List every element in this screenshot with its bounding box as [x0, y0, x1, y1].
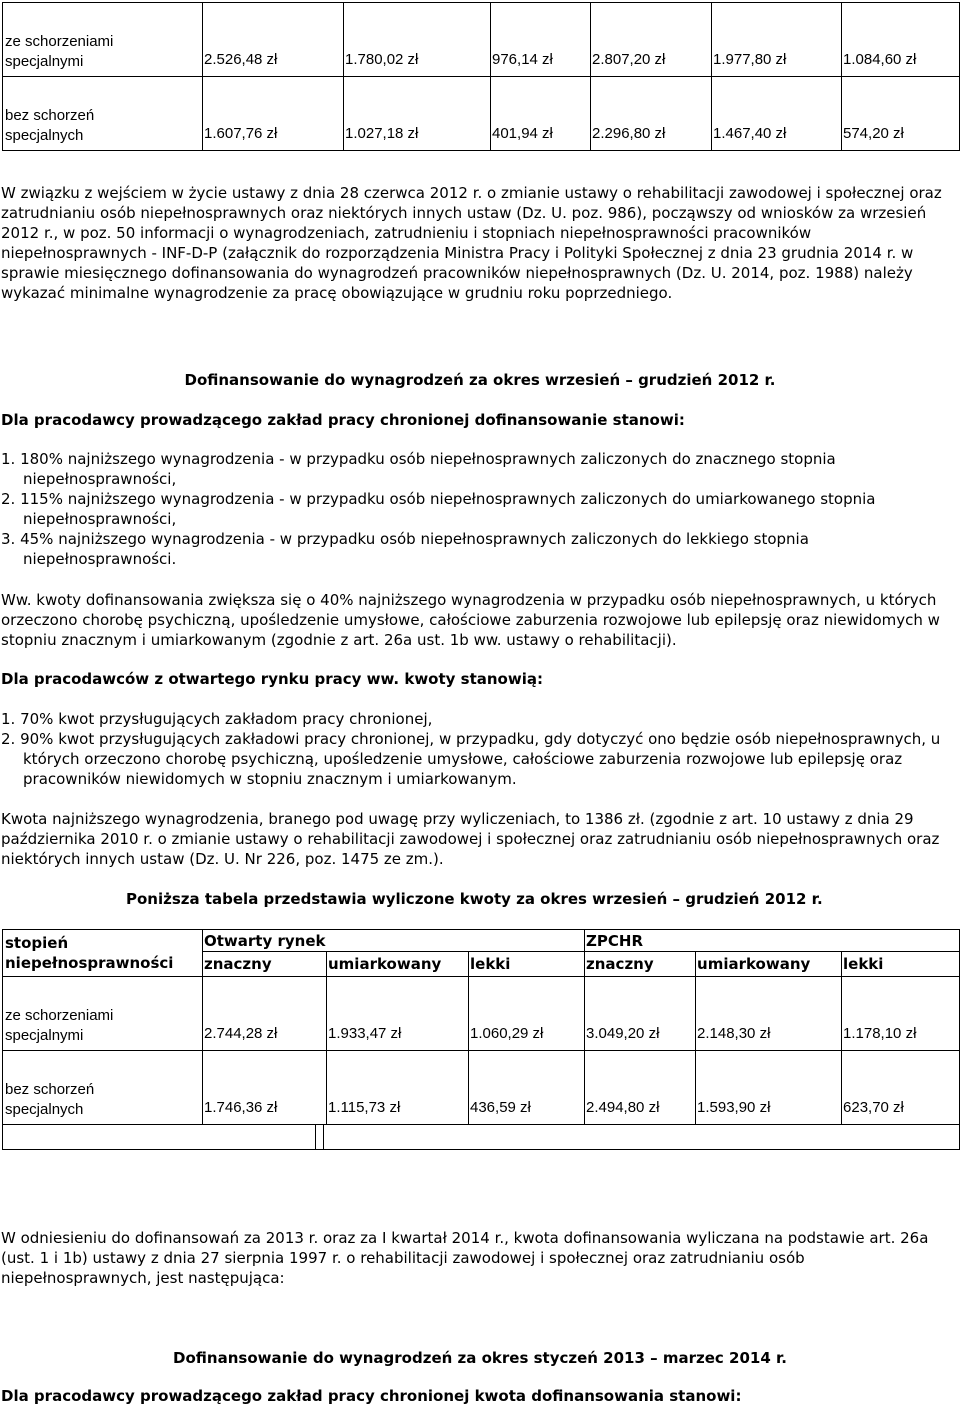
- table-row: [3, 1125, 960, 1150]
- text-line: (ust. 1 i 1b) ustawy z dnia 27 sierpnia 1997 r. o rehabilitacji zawodowej i społecznej oraz zatrudnianiu osób: [1, 1249, 805, 1267]
- column-header: umiarkowany: [327, 952, 469, 977]
- table-cell: 2.526,48 zł: [203, 3, 344, 77]
- list-item: 2. 90% kwot przysługujących zakładowi pracy chronionej, w przypadku, gdy dotyczyć ono będzie osób niepełnosprawnych, u których orzeczono chorobę psychiczną, upośledzenie umysłowe, całościowe zaburzenia rozwojowe lub epilepsję oraz pracowników niewidomych w stopniu znacznym i umiarkowanym.: [1, 730, 941, 788]
- text-line: W związku z wejściem w życie ustawy z dnia 28 czerwca 2012 r. o zmianie ustawy o rehabilitacji zawodowej i społecznej oraz: [1, 184, 942, 202]
- table-cell: 623,70 zł: [842, 1051, 960, 1125]
- table-row: [3, 3, 960, 77]
- text-line: Kwota najniższego wynagrodzenia, branego pod uwagę przy wyliczeniach, to 1386 zł. (zgodnie z art. 10 ustawy z dnia 29: [1, 810, 914, 828]
- text-line: Ww. kwoty dofinansowania zwiększa się o 40% najniższego wynagrodzenia w przypadku osób niepełnosprawnych, u których: [1, 591, 937, 609]
- outro-paragraph: [1, 1228, 959, 1288]
- table-cell: 1.115,73 zł: [327, 1051, 469, 1125]
- text-line: W odniesieniu do dofinansowań za 2013 r. oraz za I kwartał 2014 r., kwota dofinansowania wyliczana na podstawie art. 26a: [1, 1229, 929, 1247]
- table-cell: 436,59 zł: [469, 1051, 585, 1125]
- corner-header: stopień niepełnosprawności: [3, 930, 203, 977]
- intro-paragraph: [1, 183, 959, 303]
- table-cell: 1.178,10 zł: [842, 977, 960, 1051]
- column-header: umiarkowany: [696, 952, 842, 977]
- open-market-heading: Dla pracodawców z otwartego rynku pracy ww. kwoty stanowią:: [1, 670, 543, 688]
- text-line: stopniu znacznym i umiarkowanym (zgodnie z art. 26a ust. 1b ww. ustawy o rehabilitacji).: [1, 631, 677, 649]
- zpchr-heading-2013: Dla pracodawcy prowadzącego zakład pracy chronionej kwota dofinansowania stanowi:: [1, 1387, 742, 1405]
- zpchr-list-2012: [1, 449, 959, 569]
- column-header: lekki: [842, 952, 960, 977]
- section-heading-2013: Dofinansowanie do wynagrodzeń za okres styczeń 2013 – marzec 2014 r.: [173, 1349, 787, 1367]
- table-cell: 1.593,90 zł: [696, 1051, 842, 1125]
- table-cell: 2.494,80 zł: [585, 1051, 696, 1125]
- table-cell: 401,94 zł: [491, 77, 591, 151]
- table-row: [3, 1051, 960, 1125]
- text-line: 2012 r., w poz. 50 informacji o wynagrodzeniach, zatrudnieniu i stopniach niepełnosprawności pracowników: [1, 224, 812, 242]
- header-row: [3, 930, 960, 952]
- min-wage-paragraph: [1, 809, 959, 869]
- group-header-zpchr: ZPCHR: [585, 930, 960, 952]
- table-cell: 1.060,29 zł: [469, 977, 585, 1051]
- section-heading-2012: Dofinansowanie do wynagrodzeń za okres wrzesień – grudzień 2012 r.: [184, 371, 776, 389]
- table-row: [3, 977, 960, 1051]
- text-line: października 2010 r. o zmianie ustawy o rehabilitacji zawodowej i społecznej oraz zatrudnianiu osób niepełnosprawnych oraz: [1, 830, 940, 848]
- table-2012-top: [2, 2, 960, 151]
- table-cell: 1.780,02 zł: [344, 3, 491, 77]
- table-cell: 2.744,28 zł: [203, 977, 327, 1051]
- column-header: znaczny: [585, 952, 696, 977]
- table-cell: 2.296,80 zł: [591, 77, 712, 151]
- row-label: ze schorzeniami specjalnymi: [3, 977, 203, 1051]
- list-item: 1. 70% kwot przysługujących zakładom pracy chronionej,: [1, 710, 433, 728]
- text-line: orzeczono chorobę psychiczną, upośledzenie umysłowe, całościowe zaburzenia rozwojowe lub epilepsję oraz niewidomych w: [1, 611, 940, 629]
- column-header: znaczny: [203, 952, 327, 977]
- text-line: wykazać minimalne wynagrodzenie za pracę obowiązujące w grudniu roku poprzedniego.: [1, 284, 673, 302]
- table-cell: 574,20 zł: [842, 77, 960, 151]
- open-market-list: [1, 709, 959, 789]
- list-item: 2. 115% najniższego wynagrodzenia - w przypadku osób niepełnosprawnych zaliczonych do umiarkowanego stopnia niepełnosprawności,: [1, 490, 876, 528]
- text-line: zatrudnianiu osób niepełnosprawnych oraz niektórych innych ustaw (Dz. U. poz. 986), począwszy od wniosków za wrzesień: [1, 204, 927, 222]
- text-line: niektórych innych ustaw (Dz. U. Nr 226, poz. 1475 ze zm.).: [1, 850, 444, 868]
- list-item: 3. 45% najniższego wynagrodzenia - w przypadku osób niepełnosprawnych zaliczonych do lekkiego stopnia niepełnosprawności.: [1, 530, 809, 568]
- table-cell: [3, 1125, 316, 1150]
- row-label: bez schorzeń specjalnych: [3, 1051, 203, 1125]
- table-cell: 1.467,40 zł: [712, 77, 842, 151]
- table-cell: 1.607,76 zł: [203, 77, 344, 151]
- table-row: [3, 77, 960, 151]
- table-cell: 976,14 zł: [491, 3, 591, 77]
- table-cell: 1.746,36 zł: [203, 1051, 327, 1125]
- table-cell: 1.977,80 zł: [712, 3, 842, 77]
- row-label: bez schorzeń specjalnych: [3, 77, 203, 151]
- row-label: ze schorzeniami specjalnymi: [3, 3, 203, 77]
- table-caption: Poniższa tabela przedstawia wyliczone kwoty za okres wrzesień – grudzień 2012 r.: [126, 890, 823, 908]
- text-line: niepełnosprawnych, jest następująca:: [1, 1269, 285, 1287]
- table-cell: 1.933,47 zł: [327, 977, 469, 1051]
- group-header-open-market: Otwarty rynek: [203, 930, 585, 952]
- table-cell: 1.084,60 zł: [842, 3, 960, 77]
- text-line: niepełnosprawnych - INF-D-P (załącznik do rozporządzenia Ministra Pracy i Polityki Społecznej z dnia 23 grudnia 2014 r. w: [1, 244, 914, 262]
- table-empty-row: [2, 1124, 960, 1150]
- table-cell: [324, 1125, 960, 1150]
- table-cell: 2.148,30 zł: [696, 977, 842, 1051]
- text-line: sprawie miesięcznego dofinansowania do wynagrodzeń pracowników niepełnosprawnych (Dz. U. 2014, poz. 1988) należy: [1, 264, 913, 282]
- table-2012-amounts: [2, 929, 960, 1125]
- list-item: 1. 180% najniższego wynagrodzenia - w przypadku osób niepełnosprawnych zaliczonych do znacznego stopnia niepełnosprawności,: [1, 450, 836, 488]
- column-header: lekki: [469, 952, 585, 977]
- table-cell: 3.049,20 zł: [585, 977, 696, 1051]
- zpchr-heading-2012: Dla pracodawcy prowadzącego zakład pracy chronionej dofinansowanie stanowi:: [1, 411, 685, 429]
- table-cell: 1.027,18 zł: [344, 77, 491, 151]
- table-cell: [316, 1125, 324, 1150]
- increase-paragraph: [1, 590, 959, 650]
- table-cell: 2.807,20 zł: [591, 3, 712, 77]
